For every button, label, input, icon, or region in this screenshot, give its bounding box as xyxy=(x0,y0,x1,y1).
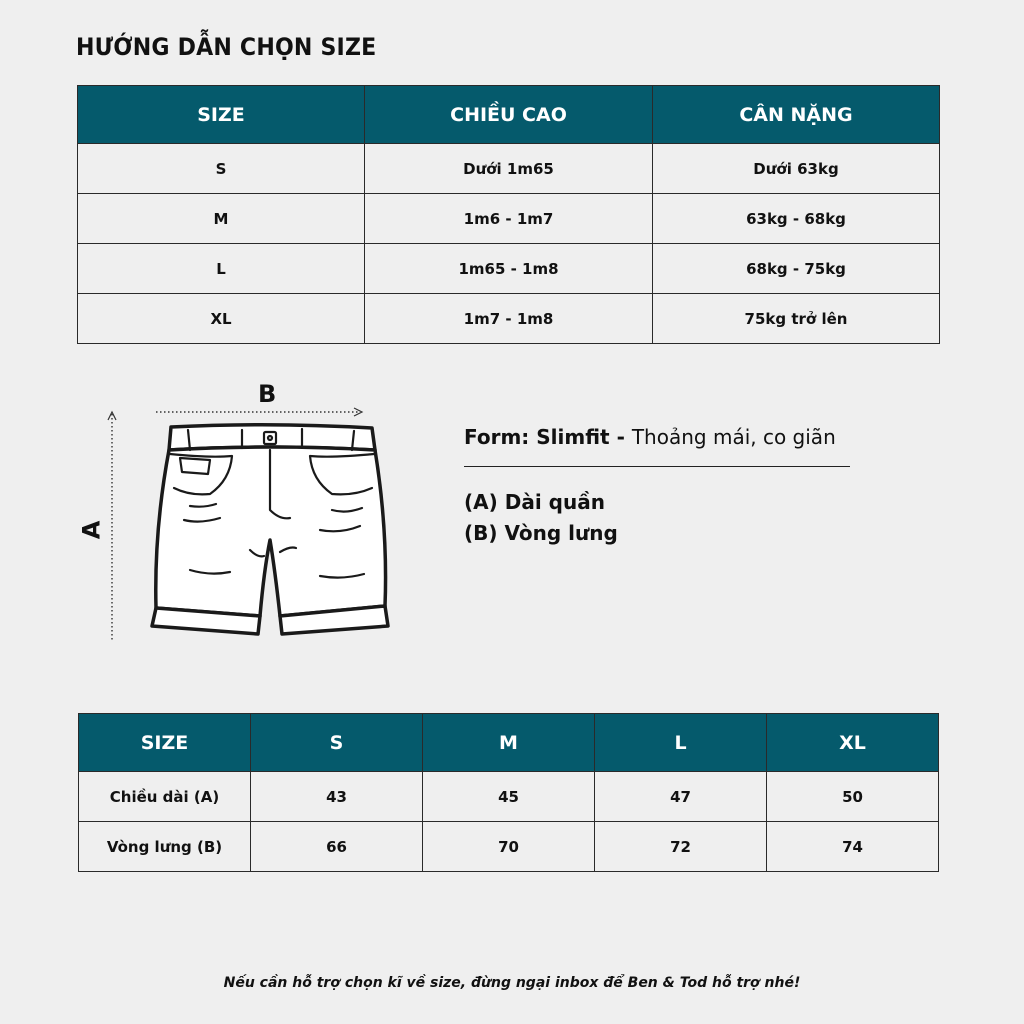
table-header-row xyxy=(79,714,939,772)
cell-value: 43 xyxy=(251,772,423,822)
header-weight: CÂN NẶNG xyxy=(653,86,940,144)
cell-value: 74 xyxy=(767,822,939,872)
header-height: CHIỀU CAO xyxy=(365,86,653,144)
cell-weight: 75kg trở lên xyxy=(653,294,940,344)
table-row xyxy=(78,194,940,244)
cell-size: S xyxy=(78,144,365,194)
cell-value: 47 xyxy=(595,772,767,822)
header-m: M xyxy=(423,714,595,772)
table-row xyxy=(78,294,940,344)
legend-b: (B) Vòng lưng xyxy=(464,521,618,545)
cell-height: 1m65 - 1m8 xyxy=(365,244,653,294)
header-size: SIZE xyxy=(78,86,365,144)
form-description xyxy=(464,425,836,449)
shorts-diagram xyxy=(70,370,470,670)
form-separator: - xyxy=(609,425,632,449)
table-header-row xyxy=(78,86,940,144)
cell-size: XL xyxy=(78,294,365,344)
row-label: Chiều dài (A) xyxy=(79,772,251,822)
cell-weight: Dưới 63kg xyxy=(653,144,940,194)
header-size: SIZE xyxy=(79,714,251,772)
form-desc: Thoảng mái, co giãn xyxy=(631,425,836,449)
cell-value: 70 xyxy=(423,822,595,872)
cell-value: 50 xyxy=(767,772,939,822)
cell-height: 1m7 - 1m8 xyxy=(365,294,653,344)
cell-value: 72 xyxy=(595,822,767,872)
table-row xyxy=(79,772,939,822)
dimension-b-label: B xyxy=(258,380,277,408)
footer-note: Nếu cần hỗ trợ chọn kĩ về size, đừng ngại inbox để Ben & Tod hỗ trợ nhé! xyxy=(223,975,801,991)
cell-weight: 63kg - 68kg xyxy=(653,194,940,244)
header-s: S xyxy=(251,714,423,772)
measurement-table xyxy=(78,713,939,872)
header-l: L xyxy=(595,714,767,772)
header-xl: XL xyxy=(767,714,939,772)
cell-value: 45 xyxy=(423,772,595,822)
height-weight-size-table xyxy=(77,85,940,344)
cell-size: M xyxy=(78,194,365,244)
cell-height: Dưới 1m65 xyxy=(365,144,653,194)
row-label: Vòng lưng (B) xyxy=(79,822,251,872)
legend-a: (A) Dài quần xyxy=(464,490,605,514)
cell-height: 1m6 - 1m7 xyxy=(365,194,653,244)
table-row xyxy=(79,822,939,872)
page-title: HƯỚNG DẪN CHỌN SIZE xyxy=(76,33,377,61)
table-row xyxy=(78,144,940,194)
cell-value: 66 xyxy=(251,822,423,872)
cell-size: L xyxy=(78,244,365,294)
divider xyxy=(464,466,850,467)
cell-weight: 68kg - 75kg xyxy=(653,244,940,294)
form-label: Form: Slimfit xyxy=(464,425,610,449)
dimension-a-label: A xyxy=(77,520,106,540)
table-row xyxy=(78,244,940,294)
